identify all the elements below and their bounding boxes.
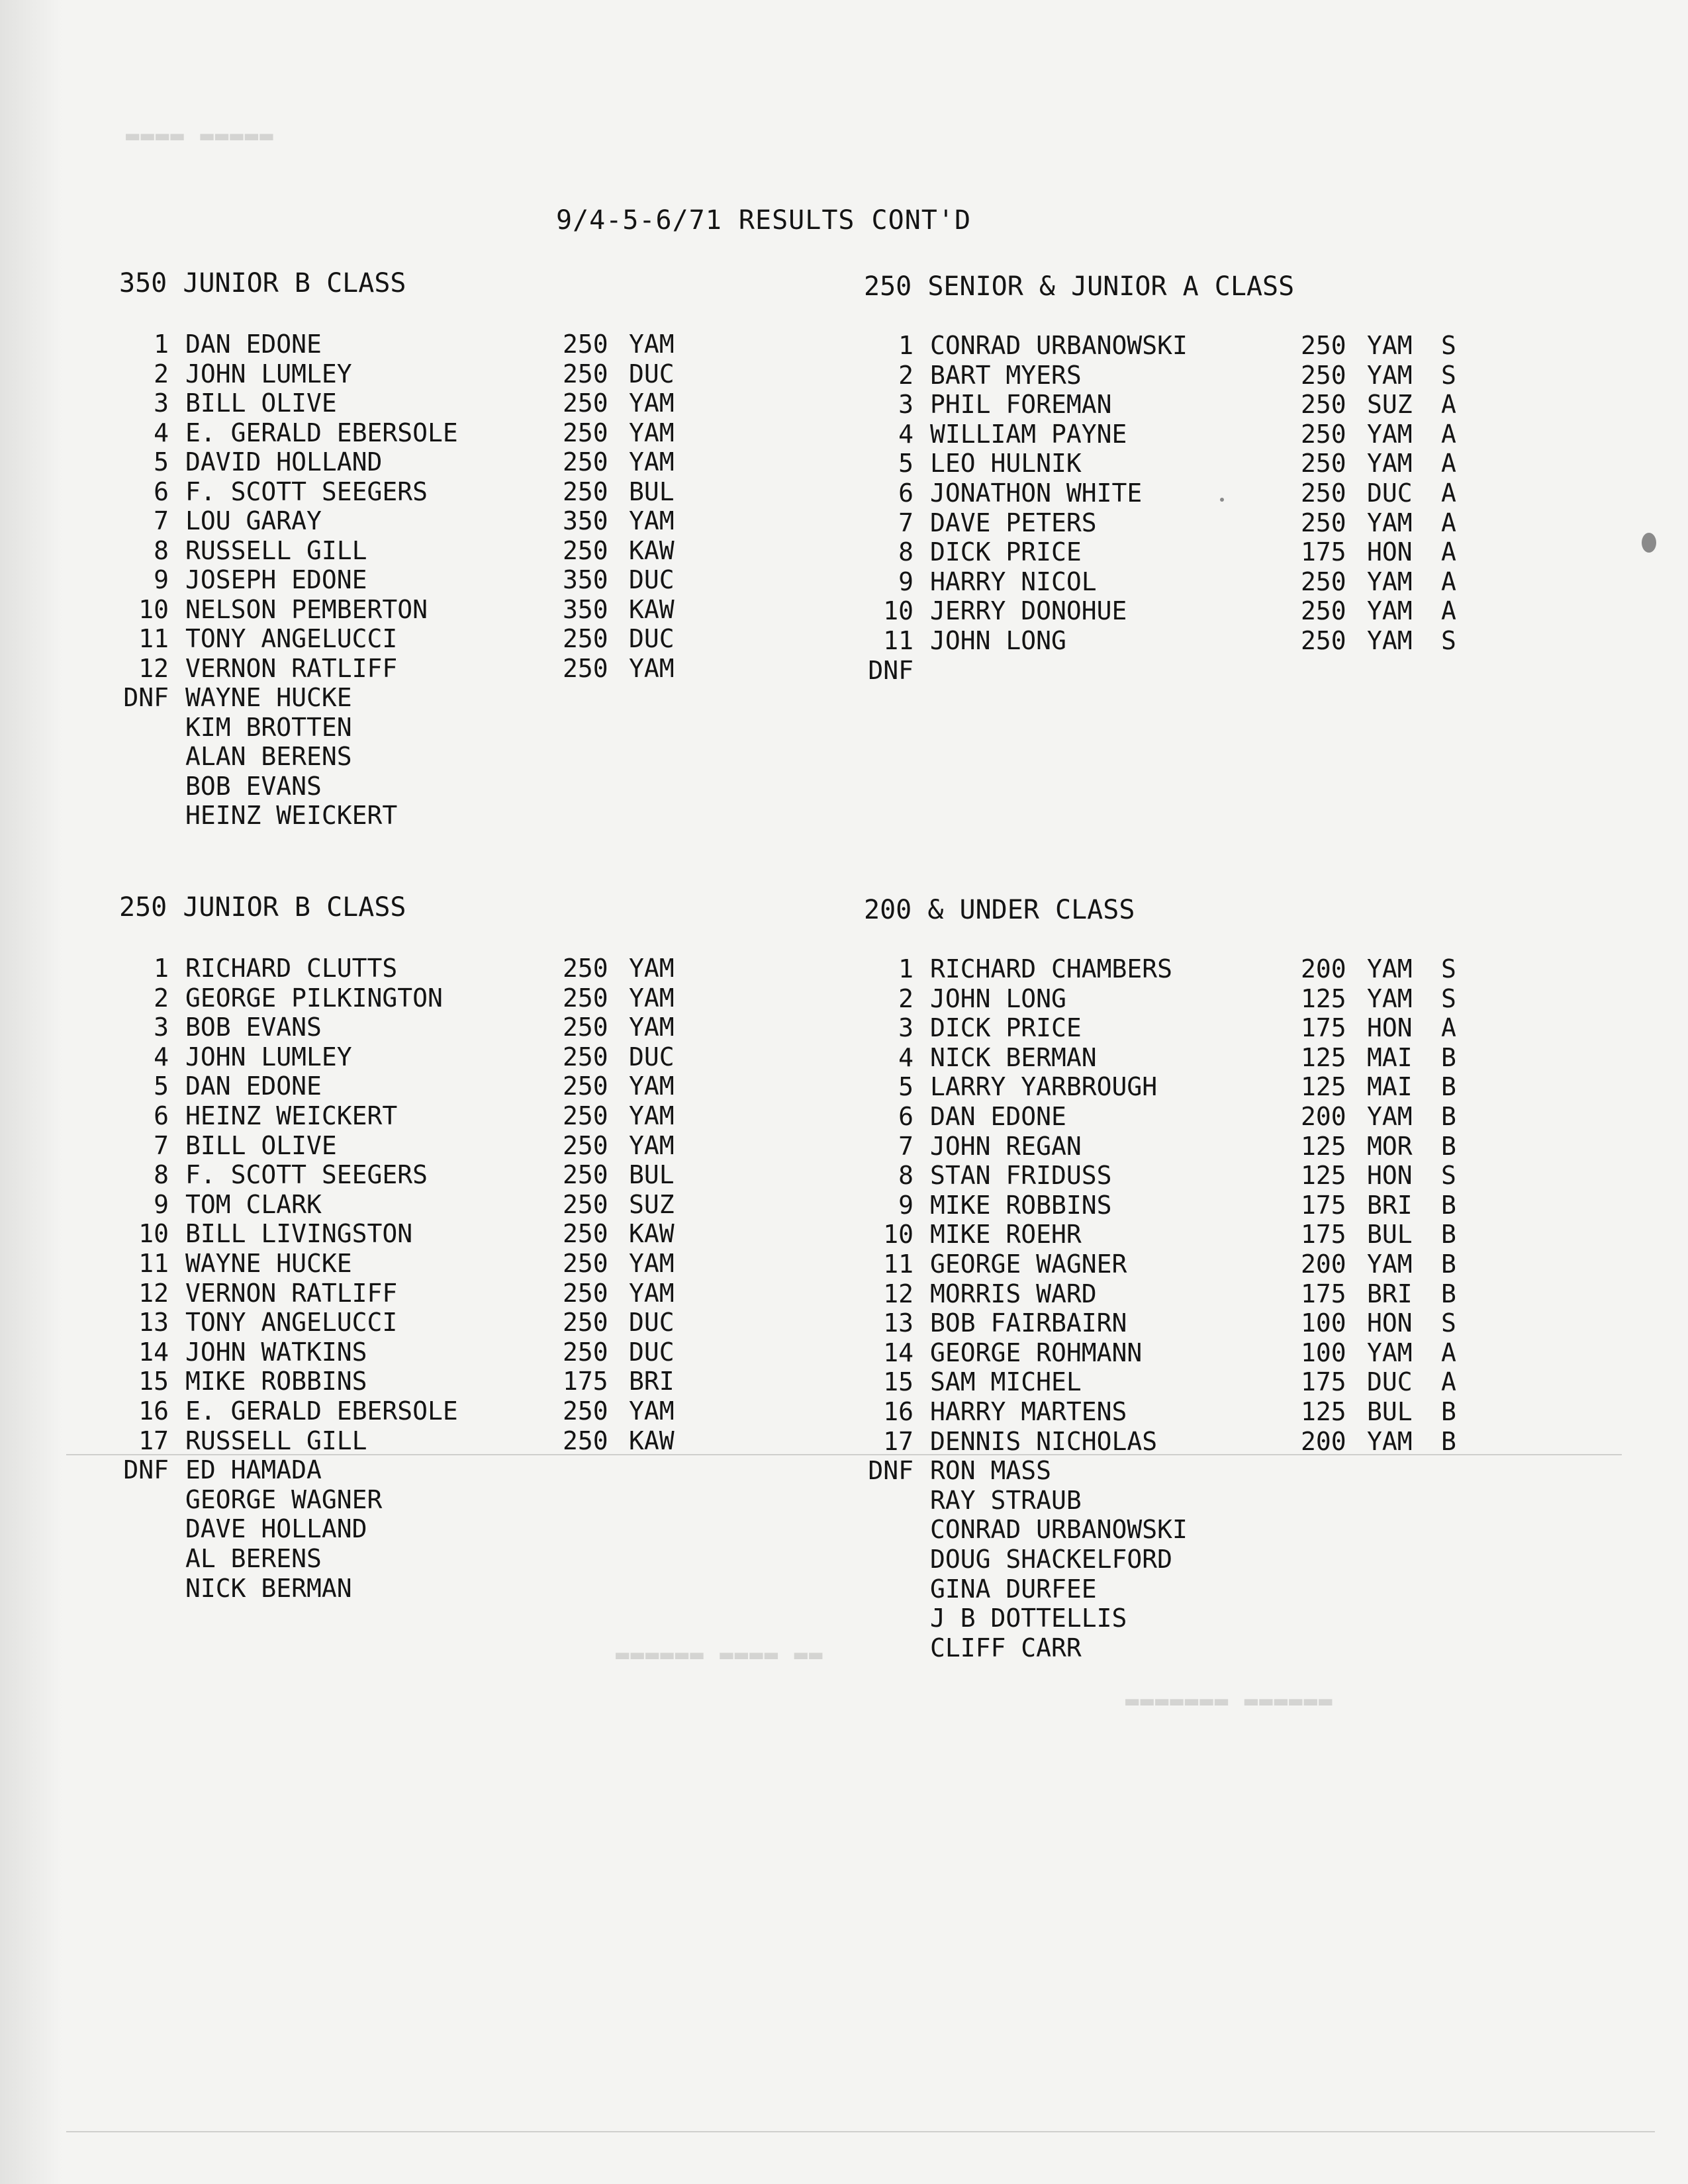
finish-position: 7 [898,1131,914,1161]
scan-bottom-line [66,2131,1655,2132]
rider-name: JOHN LONG [930,983,1066,1013]
rider-name: JOHN WATKINS [185,1337,367,1367]
rider-name: RON MASS [930,1456,1052,1486]
engine-cc: 250 [563,447,608,477]
section-header: 350 JUNIOR B CLASS [119,268,406,298]
engine-cc: 100 [1301,1338,1346,1367]
bike-make: BUL [629,477,675,506]
rider-name: LEO HULNIK [930,449,1082,478]
finish-position: 4 [154,418,169,447]
finish-position: 9 [154,1189,169,1219]
rider-name: HEINZ WEICKERT [185,1101,398,1130]
rider-class: A [1441,478,1456,508]
bike-make: YAM [1367,567,1413,596]
rider-name: STAN FRIDUSS [930,1161,1112,1191]
finish-position: DNF [123,683,169,712]
bike-make: KAW [629,1426,675,1455]
bike-make: YAM [629,1396,675,1426]
engine-cc: 125 [1301,983,1346,1013]
bike-make: YAM [629,1130,675,1160]
rider-name: JONATHON WHITE [930,478,1143,508]
finish-position: 15 [138,1367,169,1396]
engine-cc: 175 [1301,1279,1346,1308]
bike-make: HON [1367,1013,1413,1043]
scan-speck [1642,533,1656,553]
finish-position: 3 [154,1013,169,1042]
engine-cc: 250 [563,1426,608,1455]
engine-cc: 250 [563,1189,608,1219]
bike-make: YAM [629,506,675,535]
rider-name: RICHARD CHAMBERS [930,954,1173,983]
page-title: 9/4-5-6/71 RESULTS CONT'D [556,205,972,236]
bike-make: YAM [1367,360,1413,390]
rider-name: JERRY DONOHUE [930,596,1127,626]
rider-name: PHIL FOREMAN [930,390,1112,420]
bike-make: YAM [1367,1250,1413,1279]
finish-position: 13 [883,1308,914,1338]
engine-cc: 250 [563,1249,608,1278]
bike-make: YAM [1367,331,1413,360]
bike-make: YAM [1367,1426,1413,1456]
engine-cc: 250 [563,1160,608,1190]
rider-name: ALAN BERENS [185,742,352,771]
rider-class: S [1441,1161,1456,1191]
rider-name: KIM BROTTEN [185,712,352,742]
engine-cc: 250 [1301,419,1346,449]
bike-make: YAM [629,1249,675,1278]
engine-cc: 175 [1301,1220,1346,1250]
engine-cc: 125 [1301,1131,1346,1161]
rider-name: F. SCOTT SEEGERS [185,1160,428,1190]
finish-position: 3 [154,388,169,418]
finish-position: 1 [898,954,914,983]
finish-position: 7 [154,506,169,535]
engine-cc: 250 [563,1337,608,1367]
bike-make: YAM [1367,596,1413,626]
rider-name: F. SCOTT SEEGERS [185,477,428,506]
engine-cc: 250 [563,535,608,565]
finish-position: 7 [154,1130,169,1160]
finish-position: 1 [154,330,169,359]
bike-make: BUL [1367,1220,1413,1250]
bike-make: MOR [1367,1131,1413,1161]
rider-name: BOB EVANS [185,1013,322,1042]
bleed-through-mid: ▬▬▬▬▬▬ ▬▬▬▬ ▬▬ [616,1641,824,1668]
rider-name: BILL LIVINGSTON [185,1219,413,1249]
bike-make: DUC [629,1042,675,1071]
rider-class: A [1441,390,1456,420]
engine-cc: 175 [1301,537,1346,567]
finish-position: 12 [883,1279,914,1308]
rider-name: J B DOTTELLIS [930,1604,1127,1633]
rider-class: A [1441,449,1456,478]
engine-cc: 125 [1301,1072,1346,1102]
engine-cc: 200 [1301,954,1346,983]
engine-cc: 250 [1301,331,1346,360]
engine-cc: 200 [1301,1102,1346,1131]
engine-cc: 250 [563,1278,608,1308]
rider-class: B [1441,1190,1456,1220]
engine-cc: 250 [563,1071,608,1101]
finish-position: 13 [138,1308,169,1338]
rider-name: MIKE ROBBINS [185,1367,367,1396]
bike-make: YAM [629,388,675,418]
rider-class: S [1441,983,1456,1013]
rider-name: DICK PRICE [930,1013,1082,1043]
rider-name: WILLIAM PAYNE [930,419,1127,449]
finish-position: 17 [883,1426,914,1456]
rider-name: VERNON RATLIFF [185,653,398,683]
finish-position: 5 [154,1071,169,1101]
rider-name: DAN EDONE [185,330,322,359]
bike-make: DUC [629,1308,675,1338]
finish-position: 12 [138,1278,169,1308]
bike-make: SUZ [629,1189,675,1219]
finish-position: 11 [883,626,914,655]
engine-cc: 350 [563,506,608,535]
rider-class: S [1441,360,1456,390]
engine-cc: 250 [1301,596,1346,626]
rider-name: WAYNE HUCKE [185,683,352,712]
finish-position: 10 [138,1219,169,1249]
rider-name: DAVID HOLLAND [185,447,383,477]
rider-name: LOU GARAY [185,506,322,535]
engine-cc: 125 [1301,1161,1346,1191]
engine-cc: 175 [563,1367,608,1396]
finish-position: 8 [154,1160,169,1190]
section-header: 250 JUNIOR B CLASS [119,892,406,923]
rider-class: S [1441,1308,1456,1338]
bike-make: YAM [1367,419,1413,449]
bike-make: DUC [629,1337,675,1367]
engine-cc: 175 [1301,1367,1346,1397]
rider-class: S [1441,626,1456,655]
finish-position: 16 [883,1397,914,1426]
bike-make: BRI [629,1367,675,1396]
rider-name: BILL OLIVE [185,1130,337,1160]
rider-name: ED HAMADA [185,1455,322,1485]
rider-name: DOUG SHACKELFORD [930,1545,1173,1574]
finish-position: 4 [898,1042,914,1072]
rider-name: DAN EDONE [185,1071,322,1101]
rider-name: AL BERENS [185,1544,322,1573]
rider-name: HARRY NICOL [930,567,1097,596]
rider-name: TOM CLARK [185,1189,322,1219]
rider-class: B [1441,1426,1456,1456]
finish-position: 10 [883,1220,914,1250]
rider-class: A [1441,1013,1456,1043]
engine-cc: 175 [1301,1190,1346,1220]
bike-make: YAM [1367,983,1413,1013]
engine-cc: 250 [563,653,608,683]
finish-position: 9 [154,565,169,594]
finish-position: 2 [154,359,169,388]
finish-position: 2 [898,360,914,390]
bike-make: YAM [1367,1102,1413,1131]
rider-name: CLIFF CARR [930,1633,1082,1662]
bike-make: KAW [629,1219,675,1249]
engine-cc: 350 [563,565,608,594]
finish-position: 10 [883,596,914,626]
engine-cc: 250 [563,477,608,506]
finish-position: 3 [898,390,914,420]
rider-name: NICK BERMAN [185,1573,352,1603]
bike-make: YAM [1367,508,1413,537]
rider-name: GEORGE WAGNER [185,1484,383,1514]
engine-cc: 250 [1301,567,1346,596]
rider-name: NELSON PEMBERTON [185,594,428,624]
rider-name: BILL OLIVE [185,388,337,418]
rider-name: RICHARD CLUTTS [185,954,398,983]
scan-speck [1220,498,1224,502]
bike-make: YAM [629,954,675,983]
bike-make: MAI [1367,1072,1413,1102]
engine-cc: 250 [563,330,608,359]
bike-make: DUC [629,565,675,594]
rider-name: HEINZ WEICKERT [185,801,398,830]
bleed-through-left: ▬▬▬▬ ▬▬▬▬▬ [126,122,275,149]
bike-make: HON [1367,537,1413,567]
engine-cc: 200 [1301,1250,1346,1279]
engine-cc: 250 [563,983,608,1013]
finish-position: 14 [138,1337,169,1367]
engine-cc: 200 [1301,1426,1346,1456]
finish-position: 4 [154,1042,169,1071]
rider-class: S [1441,331,1456,360]
finish-position: 8 [898,537,914,567]
engine-cc: 250 [1301,449,1346,478]
finish-position: DNF [123,1455,169,1485]
rider-name: GEORGE ROHMANN [930,1338,1143,1367]
engine-cc: 250 [1301,478,1346,508]
rider-name: DENNIS NICHOLAS [930,1426,1158,1456]
engine-cc: 100 [1301,1308,1346,1338]
engine-cc: 250 [1301,360,1346,390]
engine-cc: 250 [563,1130,608,1160]
engine-cc: 125 [1301,1397,1346,1426]
bike-make: BUL [629,1160,675,1190]
finish-position: 14 [883,1338,914,1367]
rider-class: B [1441,1042,1456,1072]
finish-position: 5 [898,449,914,478]
rider-name: E. GERALD EBERSOLE [185,1396,458,1426]
finish-position: 1 [154,954,169,983]
bike-make: DUC [629,624,675,653]
bike-make: YAM [629,1013,675,1042]
rider-class: A [1441,537,1456,567]
rider-name: SAM MICHEL [930,1367,1082,1397]
bike-make: KAW [629,594,675,624]
rider-class: A [1441,1338,1456,1367]
rider-name: BOB EVANS [185,771,322,801]
engine-cc: 250 [563,1013,608,1042]
rider-class: B [1441,1250,1456,1279]
section-header: 200 & UNDER CLASS [864,895,1135,925]
bike-make: SUZ [1367,390,1413,420]
engine-cc: 250 [563,1101,608,1130]
rider-name: TONY ANGELUCCI [185,1308,398,1338]
bike-make: DUC [1367,478,1413,508]
rider-name: RUSSELL GILL [185,535,367,565]
rider-name: GEORGE PILKINGTON [185,983,443,1013]
finish-position: 7 [898,508,914,537]
scan-edge-shadow [0,0,63,2184]
rider-name: WAYNE HUCKE [185,1249,352,1278]
bike-make: DUC [1367,1367,1413,1397]
finish-position: 16 [138,1396,169,1426]
bike-make: YAM [629,330,675,359]
rider-name: CONRAD URBANOWSKI [930,331,1188,360]
rider-class: B [1441,1072,1456,1102]
bike-make: MAI [1367,1042,1413,1072]
bike-make: YAM [1367,1338,1413,1367]
finish-position: 10 [138,594,169,624]
finish-position: 6 [898,1102,914,1131]
rider-class: A [1441,508,1456,537]
rider-name: GEORGE WAGNER [930,1250,1127,1279]
bike-make: DUC [629,359,675,388]
finish-position: 5 [898,1072,914,1102]
bike-make: YAM [1367,954,1413,983]
rider-name: BOB FAIRBAIRN [930,1308,1127,1338]
bike-make: BRI [1367,1190,1413,1220]
bike-make: YAM [629,1278,675,1308]
finish-position: 8 [154,535,169,565]
rider-name: DICK PRICE [930,537,1082,567]
rider-class: B [1441,1279,1456,1308]
bike-make: HON [1367,1308,1413,1338]
finish-position: 6 [154,477,169,506]
rider-name: HARRY MARTENS [930,1397,1127,1426]
engine-cc: 250 [1301,390,1346,420]
finish-position: 9 [898,1190,914,1220]
engine-cc: 125 [1301,1042,1346,1072]
rider-name: GINA DURFEE [930,1574,1097,1604]
bike-make: HON [1367,1161,1413,1191]
rider-class: A [1441,596,1456,626]
engine-cc: 250 [563,418,608,447]
finish-position: 8 [898,1161,914,1191]
bike-make: YAM [629,1101,675,1130]
rider-class: B [1441,1220,1456,1250]
finish-position: 12 [138,653,169,683]
finish-position: 2 [154,983,169,1013]
engine-cc: 250 [563,1396,608,1426]
rider-name: VERNON RATLIFF [185,1278,398,1308]
rider-name: E. GERALD EBERSOLE [185,418,458,447]
finish-position: 1 [898,331,914,360]
engine-cc: 250 [563,1308,608,1338]
rider-class: A [1441,567,1456,596]
bike-make: YAM [1367,449,1413,478]
rider-name: JOHN LUMLEY [185,359,352,388]
rider-class: B [1441,1102,1456,1131]
bike-make: YAM [629,653,675,683]
rider-name: NICK BERMAN [930,1042,1097,1072]
rider-class: A [1441,419,1456,449]
rider-name: DAVE PETERS [930,508,1097,537]
rider-class: B [1441,1397,1456,1426]
bike-make: KAW [629,535,675,565]
rider-name: BART MYERS [930,360,1082,390]
finish-position: DNF [868,1456,914,1486]
finish-position: 11 [138,624,169,653]
rider-class: S [1441,954,1456,983]
section-header: 250 SENIOR & JUNIOR A CLASS [864,271,1295,302]
rider-name: RUSSELL GILL [185,1426,367,1455]
engine-cc: 250 [563,359,608,388]
finish-position: 6 [898,478,914,508]
bike-make: YAM [629,418,675,447]
finish-position: 11 [883,1250,914,1279]
bike-make: BRI [1367,1279,1413,1308]
finish-position: 5 [154,447,169,477]
rider-name: MIKE ROEHR [930,1220,1082,1250]
engine-cc: 350 [563,594,608,624]
engine-cc: 250 [1301,508,1346,537]
finish-position: 9 [898,567,914,596]
rider-class: A [1441,1367,1456,1397]
rider-name: RAY STRAUB [930,1485,1082,1515]
rider-name: TONY ANGELUCCI [185,624,398,653]
bike-make: YAM [629,983,675,1013]
finish-position: 15 [883,1367,914,1397]
rider-name: DAN EDONE [930,1102,1066,1131]
rider-name: JOHN REGAN [930,1131,1082,1161]
rider-class: B [1441,1131,1456,1161]
rider-name: MIKE ROBBINS [930,1190,1112,1220]
finish-position: 3 [898,1013,914,1043]
engine-cc: 250 [563,388,608,418]
engine-cc: 175 [1301,1013,1346,1043]
rider-name: JOSEPH EDONE [185,565,367,594]
engine-cc: 250 [563,1219,608,1249]
finish-position: 6 [154,1101,169,1130]
bleed-through-right: ▬▬▬▬▬▬▬ ▬▬▬▬▬▬ [1125,1688,1334,1714]
finish-position: DNF [868,655,914,685]
rider-name: JOHN LONG [930,626,1066,655]
rider-name: JOHN LUMLEY [185,1042,352,1071]
bike-make: BUL [1367,1397,1413,1426]
rider-name: LARRY YARBROUGH [930,1072,1158,1102]
finish-position: 2 [898,983,914,1013]
engine-cc: 250 [1301,626,1346,655]
bike-make: YAM [629,1071,675,1101]
rider-name: MORRIS WARD [930,1279,1097,1308]
bike-make: YAM [629,447,675,477]
engine-cc: 250 [563,954,608,983]
engine-cc: 250 [563,1042,608,1071]
rider-name: DAVE HOLLAND [185,1514,367,1544]
finish-position: 11 [138,1249,169,1278]
rider-name: CONRAD URBANOWSKI [930,1515,1188,1545]
finish-position: 17 [138,1426,169,1455]
engine-cc: 250 [563,624,608,653]
bike-make: YAM [1367,626,1413,655]
finish-position: 4 [898,419,914,449]
